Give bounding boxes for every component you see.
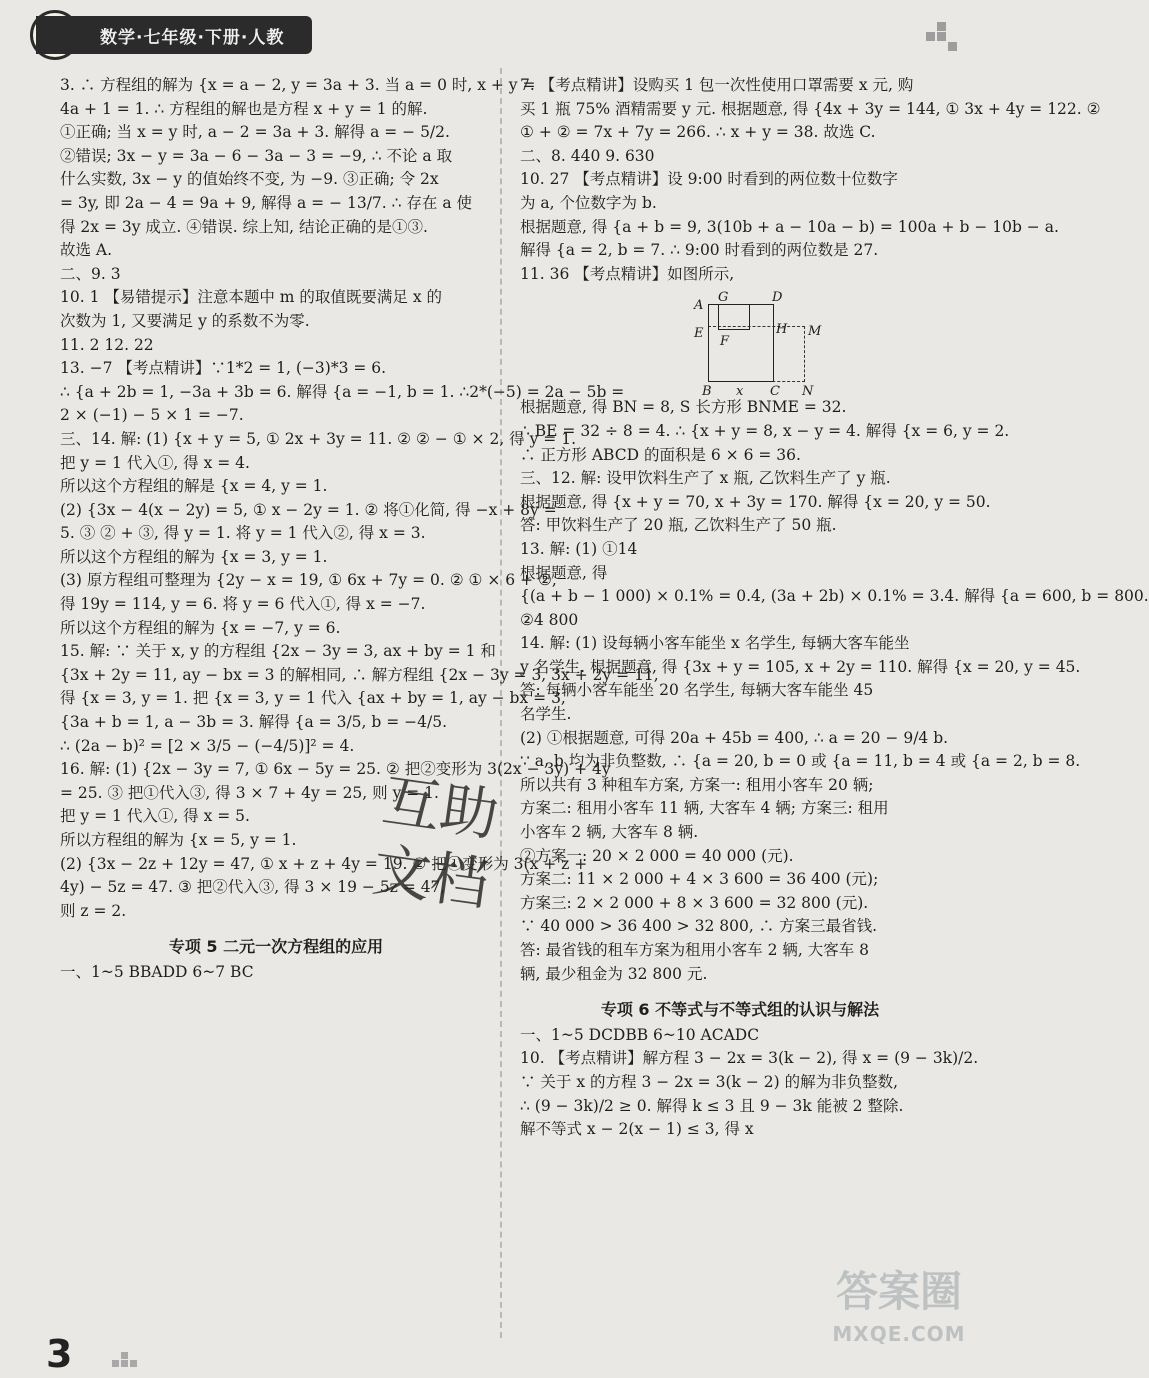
watermark-url: MXQE.COM bbox=[832, 1322, 966, 1346]
answer-line: 4y) − 5z = 47. ③ 把②代入③, 得 3 × 19 − 5z = 47, bbox=[60, 878, 446, 897]
answer-line: 4a + 1 = 1. ∴ 方程组的解也是方程 x + y = 1 的解. bbox=[60, 99, 428, 118]
answer-line: ∵ a, b 均为非负整数, ∴ {a = 20, b = 0 或 {a = 11, b = 4 或 {a = 2, b = 8. bbox=[520, 752, 1081, 771]
answer-line: ②4 800 bbox=[520, 610, 579, 629]
answer-line: 14. 解: (1) 设每辆小客车能坐 x 名学生, 每辆大客车能坐 bbox=[520, 634, 910, 653]
answer-line: 11. 36 【考点精讲】如图所示, bbox=[520, 264, 735, 283]
left-section-answers: 一、1~5 BBADD 6~7 BC bbox=[60, 962, 254, 981]
answer-line: 所以共有 3 种租车方案, 方案一: 租用小客车 20 辆; bbox=[520, 775, 874, 794]
answer-line: 10. 【考点精讲】解方程 3 − 2x = 3(k − 2), 得 x = (9 − 3k)/2. bbox=[520, 1049, 979, 1068]
answer-line: 方案二: 租用小客车 11 辆, 大客车 4 辆; 方案三: 租用 bbox=[520, 799, 889, 818]
right-answer-lines-a bbox=[520, 74, 1101, 286]
figure-label: H bbox=[776, 322, 788, 338]
answer-line: 三、14. 解: (1) {x + y = 5, ① 2x + 3y = 11. ② ② − ① × 2, 得 y = 1. bbox=[60, 429, 576, 448]
answer-line: 根据题意, 得 bbox=[520, 563, 608, 582]
answer-line: 16. 解: (1) {2x − 3y = 7, ① 6x − 5y = 25. ② 把②变形为 3(2x − 3y) + 4y bbox=[60, 760, 611, 779]
answer-line: ① + ② = 7x + 7y = 266. ∴ x + y = 38. 故选 C. bbox=[520, 123, 876, 142]
answer-line: 所以这个方程组的解为 {x = 3, y = 1. bbox=[60, 547, 328, 566]
figure-label: M bbox=[808, 324, 822, 340]
answer-line: 方案二: 11 × 2 000 + 4 × 3 600 = 36 400 (元); bbox=[520, 870, 879, 889]
answer-line: 二、9. 3 bbox=[60, 264, 121, 283]
answer-line: 10. 27 【考点精讲】设 9:00 时看到的两位数十位数字 bbox=[520, 170, 898, 189]
answer-line: 把 y = 1 代入①, 得 x = 4. bbox=[60, 453, 250, 472]
figure-label: F bbox=[720, 334, 730, 350]
right-section-title: 专项 6 不等式与不等式组的认识与解法 bbox=[600, 1000, 880, 1020]
answer-line: 10. 1 【易错提示】注意本题中 m 的取值既要满足 x 的 bbox=[60, 288, 443, 307]
answer-line: (3) 原方程组可整理为 {2y − x = 19, ① 6x + 7y = 0. ② ① × 6 + ②, bbox=[60, 571, 557, 590]
answer-line: 根据题意, 得 {a + b = 9, 3(10b + a − 10a − b) = 100a + b − 10b − a. bbox=[520, 217, 1059, 236]
figure-label: D bbox=[772, 290, 783, 306]
figure-label: N bbox=[802, 384, 814, 400]
answer-line: {(a + b − 1 000) × 0.1% = 0.4, (3a + 2b) × 0.1% = 3.4. 解得 {a = 600, b = 800. bbox=[520, 587, 1149, 606]
answer-line: 所以这个方程组的解为 {x = −7, y = 6. bbox=[60, 618, 341, 637]
answer-line: 根据题意, 得 {x + y = 70, x + 3y = 170. 解得 {x = 20, y = 50. bbox=[520, 492, 991, 511]
answer-line: 所以方程组的解为 {x = 5, y = 1. bbox=[60, 831, 297, 849]
answer-line: ∴ BE = 32 ÷ 8 = 4. ∴ {x + y = 8, x − y = 4. 解得 {x = 6, y = 2. bbox=[520, 421, 1010, 440]
answer-line: 13. 解: (1) ①14 bbox=[520, 539, 638, 558]
answer-line: ②方案一: 20 × 2 000 = 40 000 (元). bbox=[520, 846, 794, 865]
answer-line: ②错误; 3x − y = 3a − 6 − 3a − 3 = −9, ∴ 不论 a 取 bbox=[60, 146, 453, 165]
answer-line: ∴ 正方形 ABCD 的面积是 6 × 6 = 36. bbox=[520, 445, 801, 464]
answer-line: 什么实数, 3x − y 的值始终不变, 为 −9. ③正确; 令 2x bbox=[60, 170, 439, 189]
answer-line: ∴ (9 − 3k)/2 ≥ 0. 解得 k ≤ 3 且 9 − 3k 能被 2 整除. bbox=[520, 1096, 904, 1115]
answer-line: (2) ①根据题意, 可得 20a + 45b = 400, ∴ a = 20 − 9/4 b. bbox=[520, 728, 949, 747]
answer-line: ∴ (2a − b)² = [2 × 3/5 − (−4/5)]² = 4. bbox=[60, 736, 355, 755]
answer-line: ∴ {a + 2b = 1, −3a + 3b = 6. 解得 {a = −1, b = 1. ∴2*(−5) = 2a − 5b = bbox=[60, 382, 625, 401]
site-watermark bbox=[814, 1262, 984, 1372]
right-column bbox=[520, 74, 1149, 1142]
figure-label: x bbox=[736, 384, 744, 400]
answer-line: 解不等式 x − 2(x − 1) ≤ 3, 得 x bbox=[520, 1120, 754, 1139]
answer-line: 得 19y = 114, y = 6. 将 y = 6 代入①, 得 x = −7. bbox=[60, 595, 426, 614]
geometry-figure bbox=[688, 290, 822, 400]
answer-line: = 3y, 即 2a − 4 = 9a + 9, 解得 a = − 13/7. ∴ 存在 a 使 bbox=[60, 193, 473, 212]
answer-line: {3x + 2y = 11, ay − bx = 3 的解相同, ∴ 解方程组 {2x − 3y = 3, 3x + 2y = 11, bbox=[60, 665, 659, 684]
answer-line: ①正确; 当 x = y 时, a − 2 = 3a + 3. 解得 a = − 5/2. bbox=[60, 123, 450, 142]
answer-line: (2) {3x − 4(x − 2y) = 5, ① x − 2y = 1. ② 将①化简, 得 −x + 8y = bbox=[60, 500, 557, 519]
answer-line: 方案三: 2 × 2 000 + 8 × 3 600 = 32 800 (元). bbox=[520, 893, 869, 912]
answer-line: 辆, 最少租金为 32 800 元. bbox=[520, 964, 708, 983]
answer-line: y 名学生. 根据题意, 得 {3x + y = 105, x + 2y = 110. 解得 {x = 20, y = 45. bbox=[520, 657, 1081, 676]
corner-squares-decoration bbox=[926, 22, 962, 52]
answer-line: 根据题意, 得 BN = 8, S 长方形 BNME = 32. bbox=[520, 398, 847, 417]
figure-label: B bbox=[702, 384, 712, 400]
figure-label: A bbox=[694, 298, 704, 314]
answer-line: 答: 最省钱的租车方案为租用小客车 2 辆, 大客车 8 bbox=[520, 941, 870, 959]
answer-line: 答: 每辆小客车能坐 20 名学生, 每辆大客车能坐 45 bbox=[520, 681, 874, 700]
answer-line: 5. ③ ② + ③, 得 y = 1. 将 y = 1 代入②, 得 x = 3. bbox=[60, 524, 426, 543]
right-answer-lines-b bbox=[520, 396, 1149, 986]
answer-line: 则 z = 2. bbox=[60, 901, 127, 920]
answer-line: 小客车 2 辆, 大客车 8 辆. bbox=[520, 823, 699, 842]
answer-line: 2 × (−1) − 5 × 1 = −7. bbox=[60, 406, 244, 425]
answer-line: 一、1~5 DCDBB 6~10 ACADC bbox=[520, 1025, 760, 1044]
answer-line: 13. −7 【考点精讲】∵1*2 = 1, (−3)*3 = 6. bbox=[60, 359, 387, 378]
answer-line: 11. 2 12. 22 bbox=[60, 335, 154, 354]
answer-line: {3a + b = 1, a − 3b = 3. 解得 {a = 3/5, b = −4/5. bbox=[60, 713, 448, 732]
answer-line: 15. 解: ∵ 关于 x, y 的方程组 {2x − 3y = 3, ax + by = 1 和 bbox=[60, 642, 496, 661]
figure-label: C bbox=[770, 384, 780, 400]
answer-line: = 25. ③ 把①代入③, 得 3 × 7 + 4y = 25, 则 y = 1. bbox=[60, 783, 439, 802]
answer-line: 答: 甲饮料生产了 20 瓶, 乙饮料生产了 50 瓶. bbox=[520, 516, 837, 535]
figure-label: G bbox=[718, 290, 729, 306]
answer-line: 得 2x = 3y 成立. ④错误. 综上知, 结论正确的是①③. bbox=[60, 217, 428, 236]
answer-line: 为 a, 个位数字为 b. bbox=[520, 193, 657, 212]
answer-line: ∵ 关于 x 的方程 3 − 2x = 3(k − 2) 的解为非负整数, bbox=[520, 1072, 899, 1091]
figure-label: E bbox=[694, 326, 704, 342]
answer-line: 三、12. 解: 设甲饮料生产了 x 瓶, 乙饮料生产了 y 瓶. bbox=[520, 469, 891, 488]
answer-line: 3. ∴ 方程组的解为 {x = a − 2, y = 3a + 3. 当 a = 0 时, x + y = bbox=[60, 76, 536, 94]
page-number: 3 bbox=[46, 1332, 73, 1376]
answer-line: 名学生. bbox=[520, 705, 572, 724]
header-title: 数学·七年级·下册·人教 bbox=[100, 27, 285, 48]
answer-line: 故选 A. bbox=[60, 241, 113, 260]
right-answer-lines-c bbox=[520, 1024, 979, 1142]
answer-line: 解得 {a = 2, b = 7. ∴ 9:00 时看到的两位数是 27. bbox=[520, 241, 879, 260]
watermark-logo-text: 答案圈 bbox=[835, 1267, 962, 1316]
answer-line: (2) {3x − 2z + 12y = 47, ① x + z + 4y = 19. ② 把①变形为 3(x + z + bbox=[60, 854, 588, 873]
answer-line: 7. 【考点精讲】设购买 1 包一次性使用口罩需要 x 元, 购 bbox=[520, 76, 914, 94]
answer-line: 二、8. 440 9. 630 bbox=[520, 146, 655, 165]
answer-line: 把 y = 1 代入①, 得 x = 5. bbox=[60, 807, 250, 826]
page-header bbox=[36, 16, 312, 54]
answer-line: 所以这个方程组的解是 {x = 4, y = 1. bbox=[60, 477, 328, 496]
answer-line: 买 1 瓶 75% 酒精需要 y 元. 根据题意, 得 {4x + 3y = 144, ① 3x + 4y = 122. ② bbox=[520, 99, 1101, 118]
answer-line: 次数为 1, 又要满足 y 的系数不为零. bbox=[60, 311, 310, 330]
answer-line: ∵ 40 000 > 36 400 > 32 800, ∴ 方案三最省钱. bbox=[520, 917, 878, 936]
left-section-title: 专项 5 二元一次方程组的应用 bbox=[168, 937, 384, 957]
answer-line: 得 {x = 3, y = 1. 把 {x = 3, y = 1 代入 {ax + by = 1, ay − bx = 3, bbox=[60, 689, 566, 708]
handwritten-annotation: 互助文档 bbox=[368, 766, 503, 919]
footer-dots-decoration bbox=[112, 1352, 142, 1372]
